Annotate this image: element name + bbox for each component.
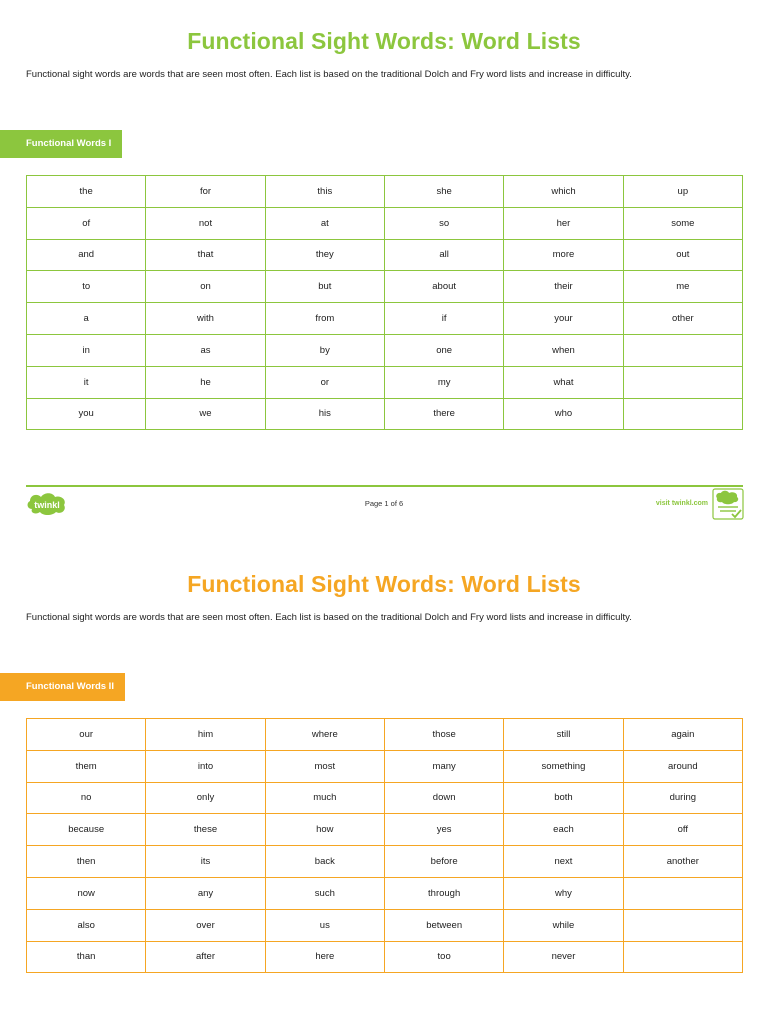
page-number: Page 1 of 6: [364, 499, 404, 508]
word-cell: most: [265, 750, 384, 782]
word-cell: those: [384, 719, 503, 751]
word-cell: again: [623, 719, 742, 751]
word-cell: as: [146, 334, 265, 366]
word-cell: there: [384, 398, 503, 430]
table-row: [27, 782, 743, 814]
word-cell: something: [504, 750, 623, 782]
word-cell: any: [146, 877, 265, 909]
word-cell: but: [265, 271, 384, 303]
word-cell: into: [146, 750, 265, 782]
table-row: [27, 303, 743, 335]
word-cell: and: [27, 239, 146, 271]
table-row: [27, 719, 743, 751]
word-table: [26, 718, 743, 973]
footer-divider: [26, 485, 743, 487]
word-cell: next: [504, 846, 623, 878]
word-cell: [623, 398, 742, 430]
word-cell: it: [27, 366, 146, 398]
word-cell: [623, 334, 742, 366]
page-title: Functional Sight Words: Word Lists: [187, 571, 581, 597]
word-cell: still: [504, 719, 623, 751]
section-tag: Functional Words II: [0, 673, 125, 701]
word-cell: because: [27, 814, 146, 846]
page-title: Functional Sight Words: Word Lists: [187, 28, 581, 54]
table-row: [27, 877, 743, 909]
word-cell: through: [384, 877, 503, 909]
intro-text: Functional sight words are words that are seen most often. Each list is based on the traditional Dolch and Fry word lists and increase in difficulty.: [26, 612, 632, 623]
word-cell: never: [504, 941, 623, 973]
table-row: [27, 366, 743, 398]
twinkl-quality-badge-icon: [712, 488, 744, 520]
word-cell: over: [146, 909, 265, 941]
word-cell: each: [504, 814, 623, 846]
word-cell: both: [504, 782, 623, 814]
word-cell: between: [384, 909, 503, 941]
word-cell: this: [265, 176, 384, 208]
word-cell: all: [384, 239, 503, 271]
word-cell: which: [504, 176, 623, 208]
word-cell: not: [146, 207, 265, 239]
word-cell: many: [384, 750, 503, 782]
word-cell: no: [27, 782, 146, 814]
word-cell: or: [265, 366, 384, 398]
word-cell: these: [146, 814, 265, 846]
word-cell: the: [27, 176, 146, 208]
word-cell: much: [265, 782, 384, 814]
word-cell: at: [265, 207, 384, 239]
word-cell: what: [504, 366, 623, 398]
word-cell: [623, 877, 742, 909]
word-cell: we: [146, 398, 265, 430]
word-cell: other: [623, 303, 742, 335]
word-cell: here: [265, 941, 384, 973]
word-cell: how: [265, 814, 384, 846]
word-cell: she: [384, 176, 503, 208]
table-row: [27, 909, 743, 941]
word-cell: for: [146, 176, 265, 208]
table-row: [27, 176, 743, 208]
word-cell: you: [27, 398, 146, 430]
word-cell: of: [27, 207, 146, 239]
word-cell: about: [384, 271, 503, 303]
word-cell: now: [27, 877, 146, 909]
page-2: [0, 543, 768, 1024]
word-cell: more: [504, 239, 623, 271]
word-cell: on: [146, 271, 265, 303]
word-cell: only: [146, 782, 265, 814]
table-row: [27, 334, 743, 366]
word-cell: why: [504, 877, 623, 909]
table-row: [27, 239, 743, 271]
word-cell: [623, 941, 742, 973]
word-cell: if: [384, 303, 503, 335]
word-cell: my: [384, 366, 503, 398]
word-cell: with: [146, 303, 265, 335]
word-cell: [623, 366, 742, 398]
word-cell: such: [265, 877, 384, 909]
word-cell: also: [27, 909, 146, 941]
word-cell: your: [504, 303, 623, 335]
table-row: [27, 398, 743, 430]
intro-text: Functional sight words are words that are seen most often. Each list is based on the traditional Dolch and Fry word lists and increase in difficulty.: [26, 69, 632, 80]
word-cell: one: [384, 334, 503, 366]
word-cell: her: [504, 207, 623, 239]
word-cell: back: [265, 846, 384, 878]
word-cell: that: [146, 239, 265, 271]
word-cell: from: [265, 303, 384, 335]
word-cell: who: [504, 398, 623, 430]
word-cell: in: [27, 334, 146, 366]
word-cell: me: [623, 271, 742, 303]
word-cell: a: [27, 303, 146, 335]
word-cell: around: [623, 750, 742, 782]
word-cell: us: [265, 909, 384, 941]
word-cell: after: [146, 941, 265, 973]
word-cell: while: [504, 909, 623, 941]
word-cell: its: [146, 846, 265, 878]
word-cell: then: [27, 846, 146, 878]
word-cell: than: [27, 941, 146, 973]
word-cell: our: [27, 719, 146, 751]
word-cell: he: [146, 366, 265, 398]
word-cell: [623, 909, 742, 941]
word-cell: too: [384, 941, 503, 973]
word-cell: when: [504, 334, 623, 366]
visit-link[interactable]: visit twinkl.com: [655, 500, 708, 507]
word-cell: another: [623, 846, 742, 878]
word-cell: his: [265, 398, 384, 430]
table-row: [27, 814, 743, 846]
logo-text: twinkl: [34, 500, 60, 510]
word-cell: their: [504, 271, 623, 303]
word-cell: by: [265, 334, 384, 366]
word-cell: so: [384, 207, 503, 239]
word-cell: some: [623, 207, 742, 239]
word-cell: to: [27, 271, 146, 303]
table-row: [27, 846, 743, 878]
word-cell: during: [623, 782, 742, 814]
table-row: [27, 750, 743, 782]
table-row: [27, 271, 743, 303]
word-cell: where: [265, 719, 384, 751]
word-cell: before: [384, 846, 503, 878]
word-cell: down: [384, 782, 503, 814]
word-cell: yes: [384, 814, 503, 846]
word-cell: him: [146, 719, 265, 751]
word-cell: up: [623, 176, 742, 208]
section-tag: Functional Words I: [0, 130, 122, 158]
word-cell: they: [265, 239, 384, 271]
table-row: [27, 941, 743, 973]
word-cell: out: [623, 239, 742, 271]
word-cell: off: [623, 814, 742, 846]
table-row: [27, 207, 743, 239]
word-cell: them: [27, 750, 146, 782]
word-table: [26, 175, 743, 430]
